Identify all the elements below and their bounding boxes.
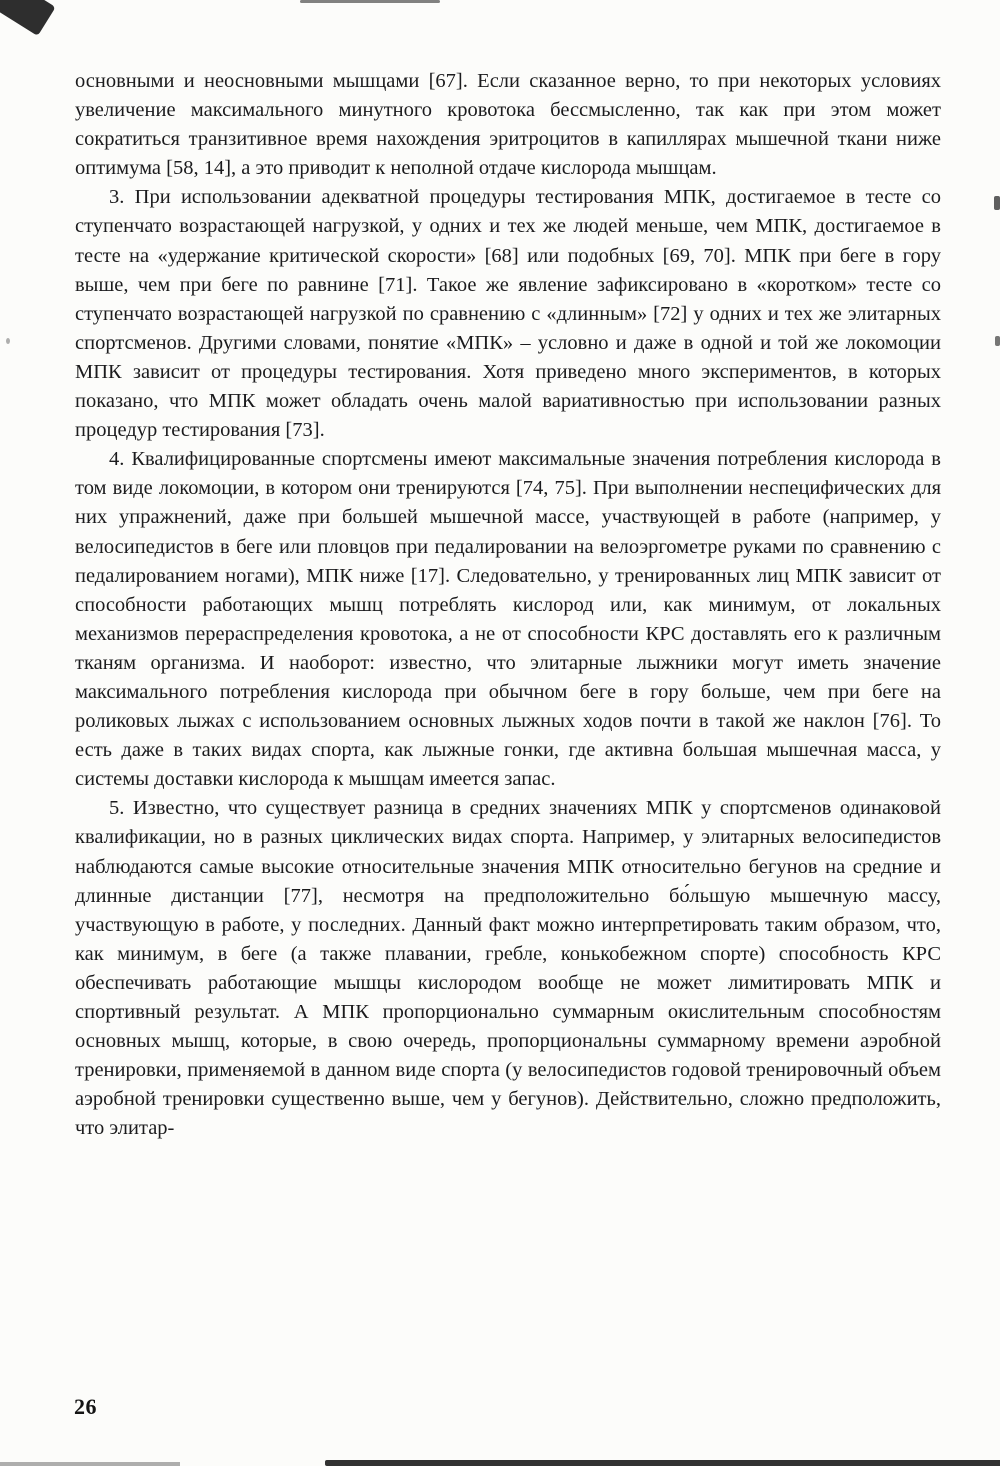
scan-artifact-top-left (0, 0, 56, 36)
paragraph-item-4: 4. Квалифицированные спортсмены имеют максимальные значения потребления кислорода в том виде локомоции, в котором они тренируются [74, 75]. При выполнении неспецифических для них упражнений, даже при большей мышечной массе, участвующей в работе (например, у велосипедистов в беге или пловцов при педалировании на велоэргометре руками по сравнению с педалированием ногами), МПК ниже [17]. Следовательно, у тренированных лиц МПК зависит от способности работающих мышц потреблять кислород или, как минимум, от локальных механизмов перераспределения кровотока, а не от способности КРС доставлять его к различным тканям организма. И наоборот: известно, что элитарные лыжники могут иметь значение максимального потребления кислорода при обычном беге в гору больше, чем при беге на роликовых лыжах с использованием основных лыжных ходов почти в такой же наклон [76]. То есть даже в таких видах спорта, как лыжные гонки, где активна большая мышечная масса, у системы доставки кислорода к мышцам имеется запас. (75, 448, 941, 791)
scan-artifact-right-edge (994, 196, 1000, 210)
scan-artifact-bottom-left (0, 1462, 180, 1466)
body-text (75, 67, 941, 1143)
paragraph-item-5: 5. Известно, что существует разница в средних значениях МПК у спортсменов одинаковой квалификации, но в разных циклических видах спорта. Например, у элитарных велосипедистов наблюдаются самые высокие относительные значения МПК относительно бегунов на средние и длинные дистанции [77], несмотря на предположительно бо́льшую мышечную массу, участвующую в работе, у последних. Данный факт можно интерпретировать таким образом, что, как минимум, в беге (а также плавании, гребле, конькобежном спорте) способность КРС обеспечивать работающие мышцы кислородом вообще не может лимитировать МПК и спортивный результат. А МПК пропорционально суммарным окислительным способностям основных мышц, которые, в свою очередь, пропорциональны суммарному времени аэробной тренировки, применяемой в данном виде спорта (у велосипедистов годовой тренировочный объем аэробной тренировки существенно выше, чем у бегунов). Действительно, сложно предположить, что элитар- (75, 797, 941, 1140)
scan-artifact-left-edge (6, 338, 10, 344)
page-number: 26 (74, 1394, 97, 1419)
scan-artifact-right-edge-2 (995, 336, 1000, 346)
scan-artifact-bottom-edge (325, 1460, 1000, 1466)
paragraph-item-3: 3. При использовании адекватной процедуры тестирования МПК, достигаемое в тесте со ступенчато возрастающей нагрузкой, у одних и тех же людей меньше, чем МПК, достигаемое в тесте на «удержание критической скорости» [68] или подобных [69, 70]. МПК при беге в гору выше, чем при беге по равнине [71]. Такое же явление зафиксировано в «коротком» тесте со ступенчато возрастающей нагрузкой по сравнению с «длинным» [72] у одних и тех же элитарных спортсменов. Другими словами, понятие «МПК» – условно и даже в одной и той же локомоции МПК зависит от процедуры тестирования. Хотя приведено много экспериментов, в которых показано, что МПК может обладать очень малой вариативностью при использовании разных процедур тестирования [73]. (75, 186, 941, 442)
paragraph-continuation: основными и неосновными мышцами [67]. Если сказанное верно, то при некоторых условиях увеличение максимального минутного кровотока бессмысленно, так как при этом может сократиться транзитивное время нахождения эритроцитов в капиллярах мышечной ткани ниже оптимума [58, 14], а это приводит к неполной отдаче кислорода мышцам. (75, 70, 941, 180)
scan-artifact-top-edge (300, 0, 440, 3)
